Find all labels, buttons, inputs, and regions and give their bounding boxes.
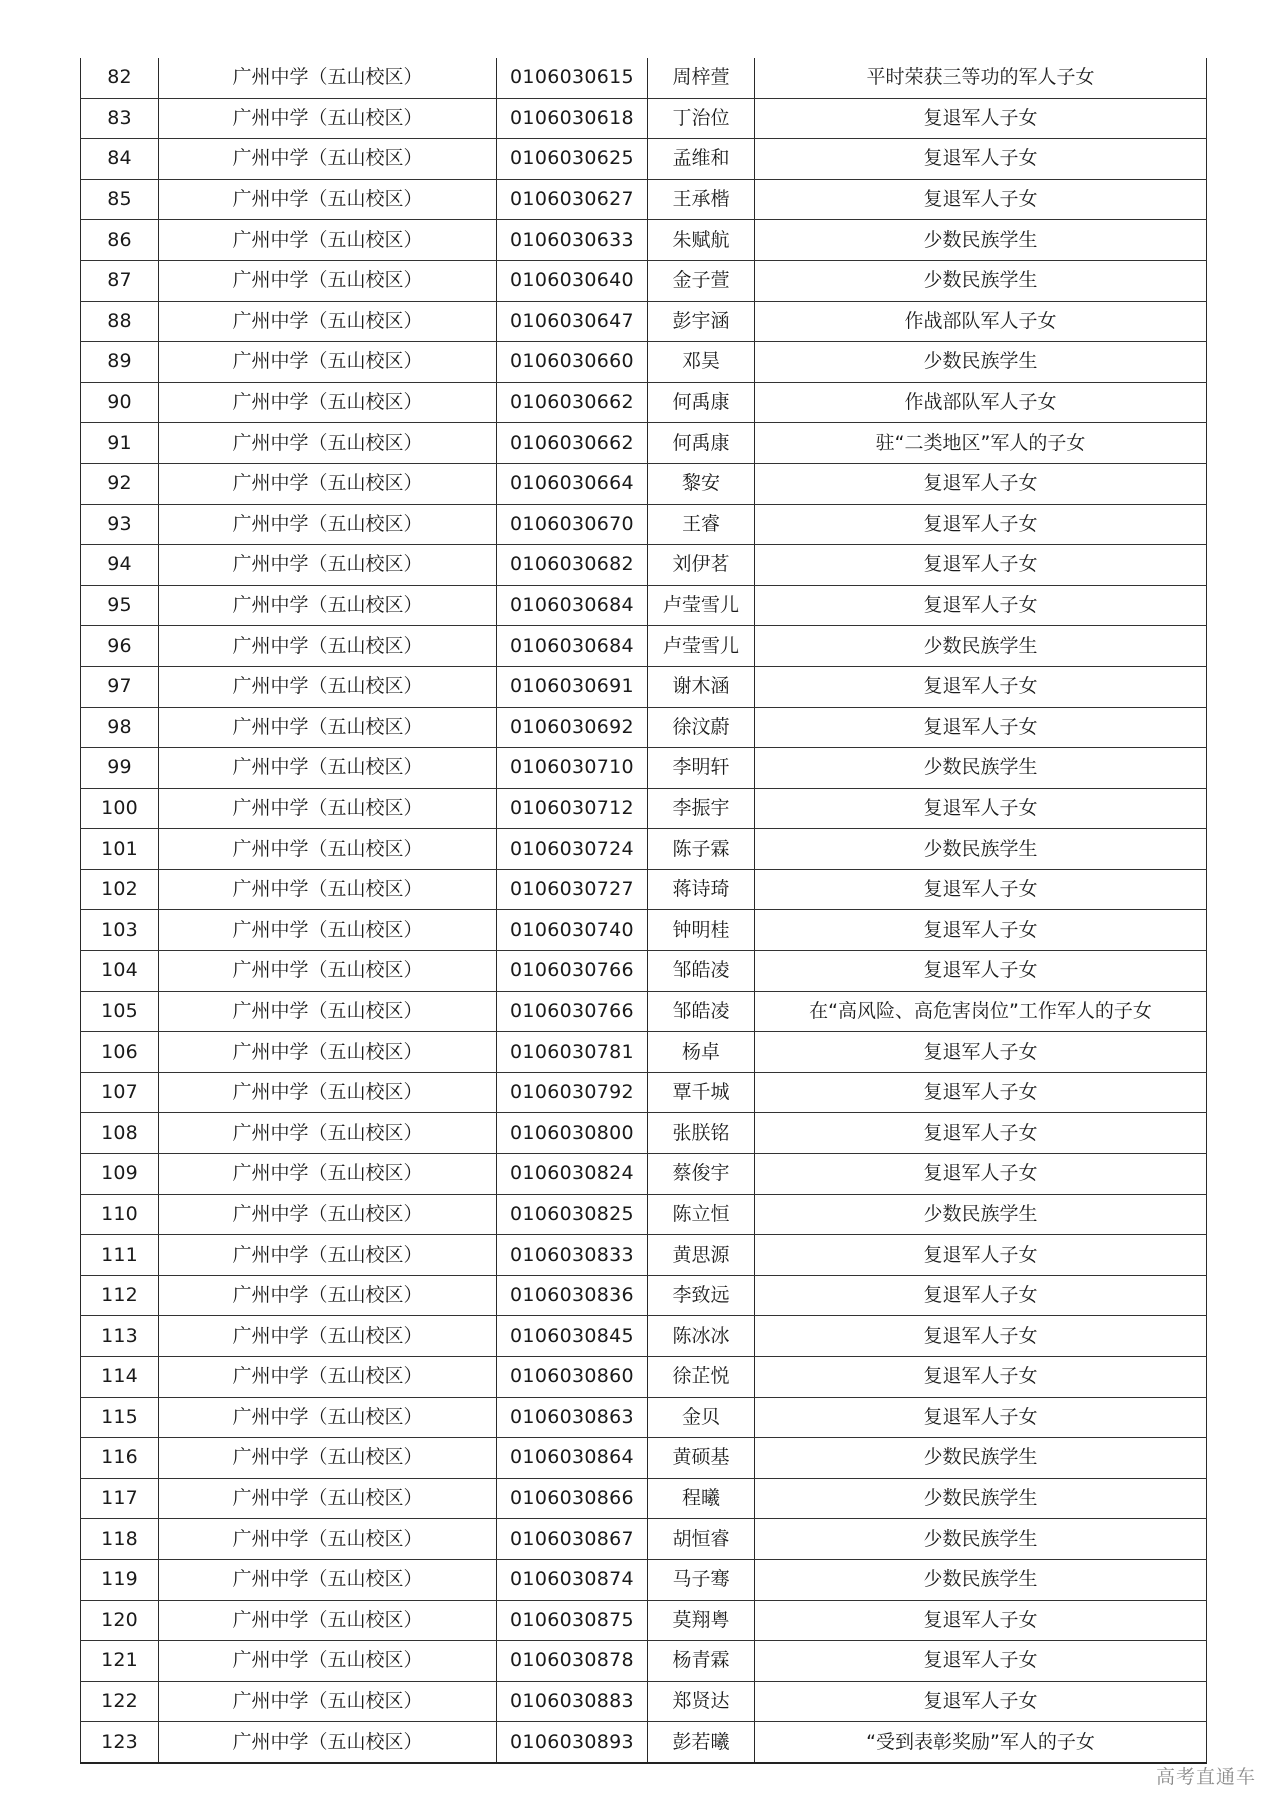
row-number-cell: 102 — [81, 869, 159, 910]
table-row — [81, 910, 1207, 951]
student-code-cell: 0106030824 — [497, 1154, 648, 1195]
school-cell: 广州中学（五山校区） — [159, 1600, 497, 1641]
table-row — [81, 1559, 1207, 1600]
student-code-cell: 0106030864 — [497, 1438, 648, 1479]
school-cell: 广州中学（五山校区） — [159, 98, 497, 139]
category-cell: 复退军人子女 — [755, 585, 1207, 626]
student-code-cell: 0106030781 — [497, 1032, 648, 1073]
school-cell: 广州中学（五山校区） — [159, 342, 497, 383]
student-code-cell: 0106030860 — [497, 1357, 648, 1398]
student-code-cell: 0106030647 — [497, 301, 648, 342]
student-name-cell: 王睿 — [648, 504, 755, 545]
school-cell: 广州中学（五山校区） — [159, 58, 497, 98]
student-name-cell: 郑贤达 — [648, 1681, 755, 1722]
row-number-cell: 123 — [81, 1722, 159, 1763]
student-code-cell: 0106030625 — [497, 139, 648, 180]
category-cell: 复退军人子女 — [755, 98, 1207, 139]
row-number-cell: 93 — [81, 504, 159, 545]
student-name-cell: 胡恒睿 — [648, 1519, 755, 1560]
row-number-cell: 116 — [81, 1438, 159, 1479]
school-cell: 广州中学（五山校区） — [159, 301, 497, 342]
student-name-cell: 黄思源 — [648, 1235, 755, 1276]
table-row — [81, 1600, 1207, 1641]
student-name-cell: 徐芷悦 — [648, 1357, 755, 1398]
school-cell: 广州中学（五山校区） — [159, 585, 497, 626]
student-name-cell: 蔡俊宇 — [648, 1154, 755, 1195]
school-cell: 广州中学（五山校区） — [159, 1478, 497, 1519]
student-code-cell: 0106030682 — [497, 545, 648, 586]
student-code-cell: 0106030875 — [497, 1600, 648, 1641]
student-name-cell: 邹皓凌 — [648, 991, 755, 1032]
roster-sheet — [80, 58, 1206, 1764]
table-row — [81, 504, 1207, 545]
student-name-cell: 张朕铭 — [648, 1113, 755, 1154]
student-code-cell: 0106030766 — [497, 951, 648, 992]
row-number-cell: 118 — [81, 1519, 159, 1560]
table-row — [81, 626, 1207, 667]
category-cell: 复退军人子女 — [755, 139, 1207, 180]
student-name-cell: 朱赋航 — [648, 220, 755, 261]
student-code-cell: 0106030866 — [497, 1478, 648, 1519]
student-name-cell: 彭宇涵 — [648, 301, 755, 342]
school-cell: 广州中学（五山校区） — [159, 1397, 497, 1438]
school-cell: 广州中学（五山校区） — [159, 260, 497, 301]
student-name-cell: 王承楷 — [648, 179, 755, 220]
school-cell: 广州中学（五山校区） — [159, 951, 497, 992]
student-code-cell: 0106030867 — [497, 1519, 648, 1560]
category-cell: 复退军人子女 — [755, 666, 1207, 707]
student-code-cell: 0106030684 — [497, 626, 648, 667]
school-cell: 广州中学（五山校区） — [159, 1275, 497, 1316]
category-cell: 复退军人子女 — [755, 1032, 1207, 1073]
student-name-cell: 杨青霖 — [648, 1641, 755, 1682]
row-number-cell: 113 — [81, 1316, 159, 1357]
table-row — [81, 423, 1207, 464]
student-name-cell: 邓昊 — [648, 342, 755, 383]
category-cell: 复退军人子女 — [755, 1600, 1207, 1641]
student-code-cell: 0106030640 — [497, 260, 648, 301]
student-name-cell: 陈子霖 — [648, 829, 755, 870]
student-code-cell: 0106030662 — [497, 382, 648, 423]
row-number-cell: 82 — [81, 58, 159, 98]
category-cell: 驻“二类地区”军人的子女 — [755, 423, 1207, 464]
school-cell: 广州中学（五山校区） — [159, 1641, 497, 1682]
row-number-cell: 87 — [81, 260, 159, 301]
table-row — [81, 1072, 1207, 1113]
row-number-cell: 119 — [81, 1559, 159, 1600]
school-cell: 广州中学（五山校区） — [159, 1113, 497, 1154]
row-number-cell: 104 — [81, 951, 159, 992]
school-cell: 广州中学（五山校区） — [159, 1032, 497, 1073]
row-number-cell: 109 — [81, 1154, 159, 1195]
school-cell: 广州中学（五山校区） — [159, 423, 497, 464]
school-cell: 广州中学（五山校区） — [159, 707, 497, 748]
student-name-cell: 蒋诗琦 — [648, 869, 755, 910]
row-number-cell: 100 — [81, 788, 159, 829]
table-row — [81, 1154, 1207, 1195]
row-number-cell: 122 — [81, 1681, 159, 1722]
student-code-cell: 0106030727 — [497, 869, 648, 910]
student-name-cell: 杨卓 — [648, 1032, 755, 1073]
student-name-cell: 李振宇 — [648, 788, 755, 829]
category-cell: 少数民族学生 — [755, 626, 1207, 667]
table-row — [81, 1357, 1207, 1398]
school-cell: 广州中学（五山校区） — [159, 139, 497, 180]
table-row — [81, 1275, 1207, 1316]
row-number-cell: 110 — [81, 1194, 159, 1235]
watermark-text: 高考直通车 — [1155, 1766, 1256, 1788]
student-code-cell: 0106030684 — [497, 585, 648, 626]
category-cell: 少数民族学生 — [755, 1478, 1207, 1519]
row-number-cell: 97 — [81, 666, 159, 707]
category-cell: 复退军人子女 — [755, 1235, 1207, 1276]
table-row — [81, 788, 1207, 829]
row-number-cell: 94 — [81, 545, 159, 586]
category-cell: 少数民族学生 — [755, 748, 1207, 789]
row-number-cell: 84 — [81, 139, 159, 180]
school-cell: 广州中学（五山校区） — [159, 869, 497, 910]
table-row — [81, 463, 1207, 504]
student-code-cell: 0106030660 — [497, 342, 648, 383]
category-cell: 复退军人子女 — [755, 951, 1207, 992]
row-number-cell: 98 — [81, 707, 159, 748]
student-code-cell: 0106030664 — [497, 463, 648, 504]
category-cell: 复退军人子女 — [755, 707, 1207, 748]
student-code-cell: 0106030712 — [497, 788, 648, 829]
table-row — [81, 1681, 1207, 1722]
school-cell: 广州中学（五山校区） — [159, 1722, 497, 1763]
student-code-cell: 0106030792 — [497, 1072, 648, 1113]
row-number-cell: 101 — [81, 829, 159, 870]
school-cell: 广州中学（五山校区） — [159, 504, 497, 545]
school-cell: 广州中学（五山校区） — [159, 1438, 497, 1479]
category-cell: 复退军人子女 — [755, 1113, 1207, 1154]
student-name-cell: 何禹康 — [648, 382, 755, 423]
row-number-cell: 90 — [81, 382, 159, 423]
row-number-cell: 115 — [81, 1397, 159, 1438]
table-row — [81, 58, 1207, 98]
row-number-cell: 106 — [81, 1032, 159, 1073]
student-code-cell: 0106030710 — [497, 748, 648, 789]
row-number-cell: 85 — [81, 179, 159, 220]
student-code-cell: 0106030662 — [497, 423, 648, 464]
student-code-cell: 0106030833 — [497, 1235, 648, 1276]
category-cell: 复退军人子女 — [755, 463, 1207, 504]
student-name-cell: 刘伊茗 — [648, 545, 755, 586]
school-cell: 广州中学（五山校区） — [159, 666, 497, 707]
school-cell: 广州中学（五山校区） — [159, 626, 497, 667]
student-code-cell: 0106030627 — [497, 179, 648, 220]
student-name-cell: 周梓萱 — [648, 58, 755, 98]
roster-table-body — [81, 58, 1207, 1763]
school-cell: 广州中学（五山校区） — [159, 463, 497, 504]
category-cell: “受到表彰奖励”军人的子女 — [755, 1722, 1207, 1763]
school-cell: 广州中学（五山校区） — [159, 382, 497, 423]
row-number-cell: 96 — [81, 626, 159, 667]
table-row — [81, 260, 1207, 301]
student-name-cell: 金贝 — [648, 1397, 755, 1438]
category-cell: 复退军人子女 — [755, 1072, 1207, 1113]
row-number-cell: 111 — [81, 1235, 159, 1276]
category-cell: 复退军人子女 — [755, 910, 1207, 951]
category-cell: 复退军人子女 — [755, 504, 1207, 545]
row-number-cell: 88 — [81, 301, 159, 342]
category-cell: 少数民族学生 — [755, 1194, 1207, 1235]
category-cell: 作战部队军人子女 — [755, 301, 1207, 342]
table-row — [81, 585, 1207, 626]
student-code-cell: 0106030883 — [497, 1681, 648, 1722]
student-code-cell: 0106030800 — [497, 1113, 648, 1154]
table-row — [81, 666, 1207, 707]
school-cell: 广州中学（五山校区） — [159, 1357, 497, 1398]
category-cell: 复退军人子女 — [755, 1316, 1207, 1357]
student-name-cell: 陈冰冰 — [648, 1316, 755, 1357]
table-row — [81, 545, 1207, 586]
category-cell: 复退军人子女 — [755, 179, 1207, 220]
table-row — [81, 179, 1207, 220]
student-name-cell: 金子萱 — [648, 260, 755, 301]
student-name-cell: 程曦 — [648, 1478, 755, 1519]
student-code-cell: 0106030874 — [497, 1559, 648, 1600]
table-row — [81, 382, 1207, 423]
school-cell: 广州中学（五山校区） — [159, 1519, 497, 1560]
category-cell: 少数民族学生 — [755, 1559, 1207, 1600]
table-row — [81, 301, 1207, 342]
student-name-cell: 谢木涵 — [648, 666, 755, 707]
table-row — [81, 707, 1207, 748]
school-cell: 广州中学（五山校区） — [159, 220, 497, 261]
student-name-cell: 黎安 — [648, 463, 755, 504]
row-number-cell: 120 — [81, 1600, 159, 1641]
student-name-cell: 何禹康 — [648, 423, 755, 464]
school-cell: 广州中学（五山校区） — [159, 1194, 497, 1235]
student-code-cell: 0106030691 — [497, 666, 648, 707]
table-row — [81, 1397, 1207, 1438]
row-number-cell: 83 — [81, 98, 159, 139]
student-code-cell: 0106030878 — [497, 1641, 648, 1682]
student-code-cell: 0106030766 — [497, 991, 648, 1032]
student-name-cell: 徐汶蔚 — [648, 707, 755, 748]
row-number-cell: 108 — [81, 1113, 159, 1154]
category-cell: 少数民族学生 — [755, 220, 1207, 261]
student-name-cell: 钟明桂 — [648, 910, 755, 951]
category-cell: 在“高风险、高危害岗位”工作军人的子女 — [755, 991, 1207, 1032]
student-name-cell: 丁治位 — [648, 98, 755, 139]
student-name-cell: 卢莹雪儿 — [648, 626, 755, 667]
row-number-cell: 89 — [81, 342, 159, 383]
student-code-cell: 0106030893 — [497, 1722, 648, 1763]
student-name-cell: 李明轩 — [648, 748, 755, 789]
category-cell: 少数民族学生 — [755, 1519, 1207, 1560]
school-cell: 广州中学（五山校区） — [159, 1072, 497, 1113]
school-cell: 广州中学（五山校区） — [159, 1154, 497, 1195]
row-number-cell: 92 — [81, 463, 159, 504]
category-cell: 平时荣获三等功的军人子女 — [755, 58, 1207, 98]
table-row — [81, 98, 1207, 139]
table-row — [81, 139, 1207, 180]
table-row — [81, 220, 1207, 261]
category-cell: 复退军人子女 — [755, 1681, 1207, 1722]
table-row — [81, 1641, 1207, 1682]
row-number-cell: 103 — [81, 910, 159, 951]
student-code-cell: 0106030836 — [497, 1275, 648, 1316]
student-name-cell: 卢莹雪儿 — [648, 585, 755, 626]
student-code-cell: 0106030633 — [497, 220, 648, 261]
category-cell: 作战部队军人子女 — [755, 382, 1207, 423]
school-cell: 广州中学（五山校区） — [159, 179, 497, 220]
category-cell: 复退军人子女 — [755, 788, 1207, 829]
category-cell: 复退军人子女 — [755, 545, 1207, 586]
table-row — [81, 991, 1207, 1032]
row-number-cell: 117 — [81, 1478, 159, 1519]
category-cell: 复退军人子女 — [755, 1641, 1207, 1682]
school-cell: 广州中学（五山校区） — [159, 1235, 497, 1276]
school-cell: 广州中学（五山校区） — [159, 1681, 497, 1722]
school-cell: 广州中学（五山校区） — [159, 1316, 497, 1357]
student-name-cell: 李致远 — [648, 1275, 755, 1316]
school-cell: 广州中学（五山校区） — [159, 788, 497, 829]
school-cell: 广州中学（五山校区） — [159, 748, 497, 789]
table-row — [81, 1438, 1207, 1479]
category-cell: 复退军人子女 — [755, 1275, 1207, 1316]
table-row — [81, 748, 1207, 789]
row-number-cell: 91 — [81, 423, 159, 464]
student-name-cell: 孟维和 — [648, 139, 755, 180]
student-name-cell: 陈立恒 — [648, 1194, 755, 1235]
row-number-cell: 95 — [81, 585, 159, 626]
table-row — [81, 869, 1207, 910]
row-number-cell: 114 — [81, 1357, 159, 1398]
row-number-cell: 107 — [81, 1072, 159, 1113]
table-row — [81, 1722, 1207, 1763]
category-cell: 少数民族学生 — [755, 1438, 1207, 1479]
row-number-cell: 99 — [81, 748, 159, 789]
school-cell: 广州中学（五山校区） — [159, 1559, 497, 1600]
roster-table — [80, 58, 1207, 1764]
student-code-cell: 0106030615 — [497, 58, 648, 98]
category-cell: 复退军人子女 — [755, 1154, 1207, 1195]
row-number-cell: 86 — [81, 220, 159, 261]
student-name-cell: 彭若曦 — [648, 1722, 755, 1763]
school-cell: 广州中学（五山校区） — [159, 829, 497, 870]
school-cell: 广州中学（五山校区） — [159, 545, 497, 586]
student-code-cell: 0106030692 — [497, 707, 648, 748]
table-row — [81, 951, 1207, 992]
category-cell: 复退军人子女 — [755, 869, 1207, 910]
table-row — [81, 342, 1207, 383]
table-row — [81, 1316, 1207, 1357]
category-cell: 少数民族学生 — [755, 829, 1207, 870]
table-row — [81, 1235, 1207, 1276]
student-name-cell: 莫翔粤 — [648, 1600, 755, 1641]
student-name-cell: 邹皓凌 — [648, 951, 755, 992]
row-number-cell: 112 — [81, 1275, 159, 1316]
student-code-cell: 0106030724 — [497, 829, 648, 870]
table-row — [81, 829, 1207, 870]
category-cell: 复退军人子女 — [755, 1397, 1207, 1438]
category-cell: 复退军人子女 — [755, 1357, 1207, 1398]
table-row — [81, 1194, 1207, 1235]
student-name-cell: 黄硕基 — [648, 1438, 755, 1479]
student-code-cell: 0106030825 — [497, 1194, 648, 1235]
table-row — [81, 1478, 1207, 1519]
student-name-cell: 覃千城 — [648, 1072, 755, 1113]
student-code-cell: 0106030845 — [497, 1316, 648, 1357]
table-row — [81, 1113, 1207, 1154]
row-number-cell: 121 — [81, 1641, 159, 1682]
student-code-cell: 0106030863 — [497, 1397, 648, 1438]
table-row — [81, 1032, 1207, 1073]
student-code-cell: 0106030740 — [497, 910, 648, 951]
category-cell: 少数民族学生 — [755, 260, 1207, 301]
student-code-cell: 0106030618 — [497, 98, 648, 139]
row-number-cell: 105 — [81, 991, 159, 1032]
school-cell: 广州中学（五山校区） — [159, 910, 497, 951]
table-row — [81, 1519, 1207, 1560]
category-cell: 少数民族学生 — [755, 342, 1207, 383]
student-name-cell: 马子骞 — [648, 1559, 755, 1600]
student-code-cell: 0106030670 — [497, 504, 648, 545]
school-cell: 广州中学（五山校区） — [159, 991, 497, 1032]
